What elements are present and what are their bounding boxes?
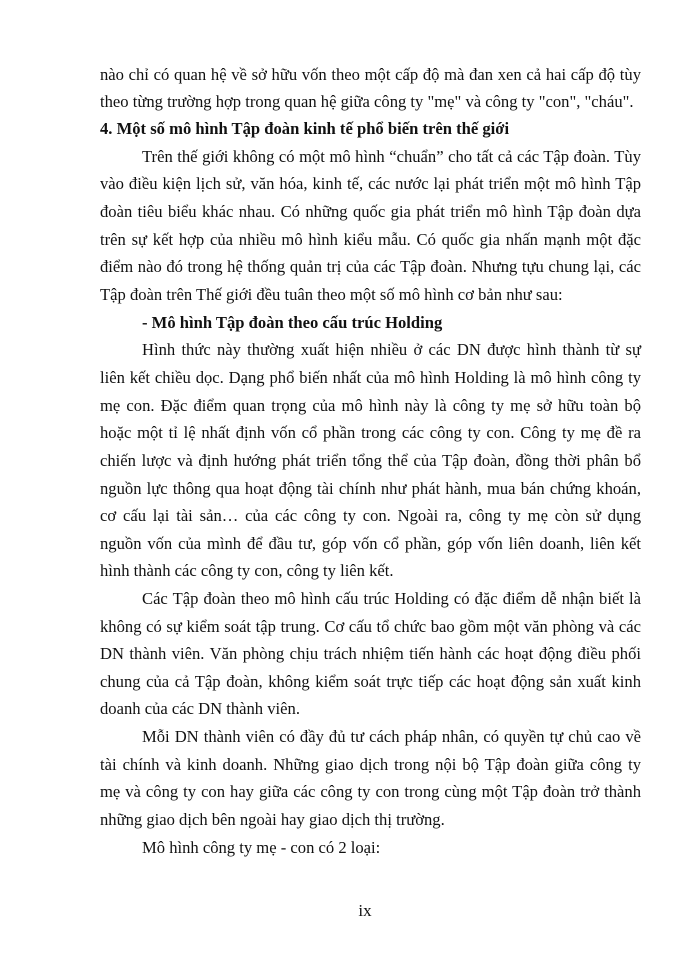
body-line: cơ cấu lại tài sản… của các công ty con. Ngoài ra, công ty mẹ còn sử dụng <box>100 506 641 525</box>
body-line: hoặc một tỉ lệ nhất định vốn cổ phần trong các công ty con. Công ty mẹ đề ra <box>100 423 641 442</box>
body-line: chiến lược và định hướng phát triển tổng thể của Tập đoàn, đồng thời phân bổ <box>100 451 641 470</box>
body-line: hình thành các công ty con, công ty liên kết. <box>100 561 394 580</box>
paragraph-first-line: Mỗi DN thành viên có đầy đủ tư cách pháp nhân, có quyền tự chủ cao về <box>142 727 641 746</box>
body-line: nguồn vốn của mình để đầu tư, góp vốn cổ phần, góp vốn liên doanh, liên kết <box>100 534 641 553</box>
paragraph-first-line: Mô hình công ty mẹ - con có 2 loại: <box>142 838 381 857</box>
body-line: liên kết chiều dọc. Dạng phổ biến nhất của mô hình Holding là mô hình công ty <box>100 368 641 387</box>
body-line: đoàn tiêu biểu khác nhau. Có những quốc gia phát triển mô hình Tập đoàn dựa <box>100 202 641 221</box>
body-line: điểm nào đó trong hệ thống quản trị của các Tập đoàn. Nhưng tựu chung lại, các <box>100 257 641 276</box>
body-line: trên sự kết hợp của nhiều mô hình kiểu mẫu. Có quốc gia nhấn mạnh một đặc <box>100 230 641 249</box>
body-line: mẹ và công ty con hay giữa các công ty con trong cùng một Tập đoàn trở thành <box>100 782 641 801</box>
body-line: chung của cả Tập đoàn, không kiểm soát trực tiếp các hoạt động sản xuất kinh <box>100 672 641 691</box>
body-line: doanh của các DN thành viên. <box>100 699 300 718</box>
body-line: nguồn lực thông qua hoạt động tài chính như phát hành, mua bán chứng khoán, <box>100 479 641 498</box>
body-line: DN thành viên. Văn phòng chịu trách nhiệm tiến hành các hoạt động điều phối <box>100 644 641 663</box>
paragraph-first-line: Các Tập đoàn theo mô hình cấu trúc Holding có đặc điểm dễ nhận biết là <box>142 589 641 608</box>
section-heading: 4. Một số mô hình Tập đoàn kinh tế phổ biến trên thế giới <box>100 119 510 138</box>
body-line: mẹ con. Đặc điểm quan trọng của mô hình này là công ty mẹ sở hữu toàn bộ <box>100 396 641 415</box>
body-line: Tập đoàn trên Thế giới đều tuân theo một số mô hình cơ bản như sau: <box>100 285 563 304</box>
subsection-heading: - Mô hình Tập đoàn theo cấu trúc Holding <box>142 313 443 332</box>
body-line: tài chính và kinh doanh. Những giao dịch trong nội bộ Tập đoàn giữa công ty <box>100 755 641 774</box>
body-line: theo từng trường hợp trong quan hệ giữa công ty "mẹ" và công ty "con", "cháu". <box>100 92 634 111</box>
body-line: vào điều kiện lịch sử, văn hóa, kinh tế, các nước lại phát triển một mô hình Tập <box>100 174 641 193</box>
body-line: không có sự kiểm soát tập trung. Cơ cấu tổ chức bao gồm một văn phòng và các <box>100 617 641 636</box>
body-line: những giao dịch bên ngoài hay giao dịch thị trường. <box>100 810 445 829</box>
paragraph-first-line: Trên thế giới không có một mô hình “chuẩn” cho tất cả các Tập đoàn. Tùy <box>142 147 641 166</box>
body-line: nào chỉ có quan hệ về sở hữu vốn theo một cấp độ mà đan xen cả hai cấp độ tùy <box>100 65 641 84</box>
paragraph-first-line: Hình thức này thường xuất hiện nhiều ở các DN được hình thành từ sự <box>142 340 641 359</box>
page-number: ix <box>358 901 372 920</box>
